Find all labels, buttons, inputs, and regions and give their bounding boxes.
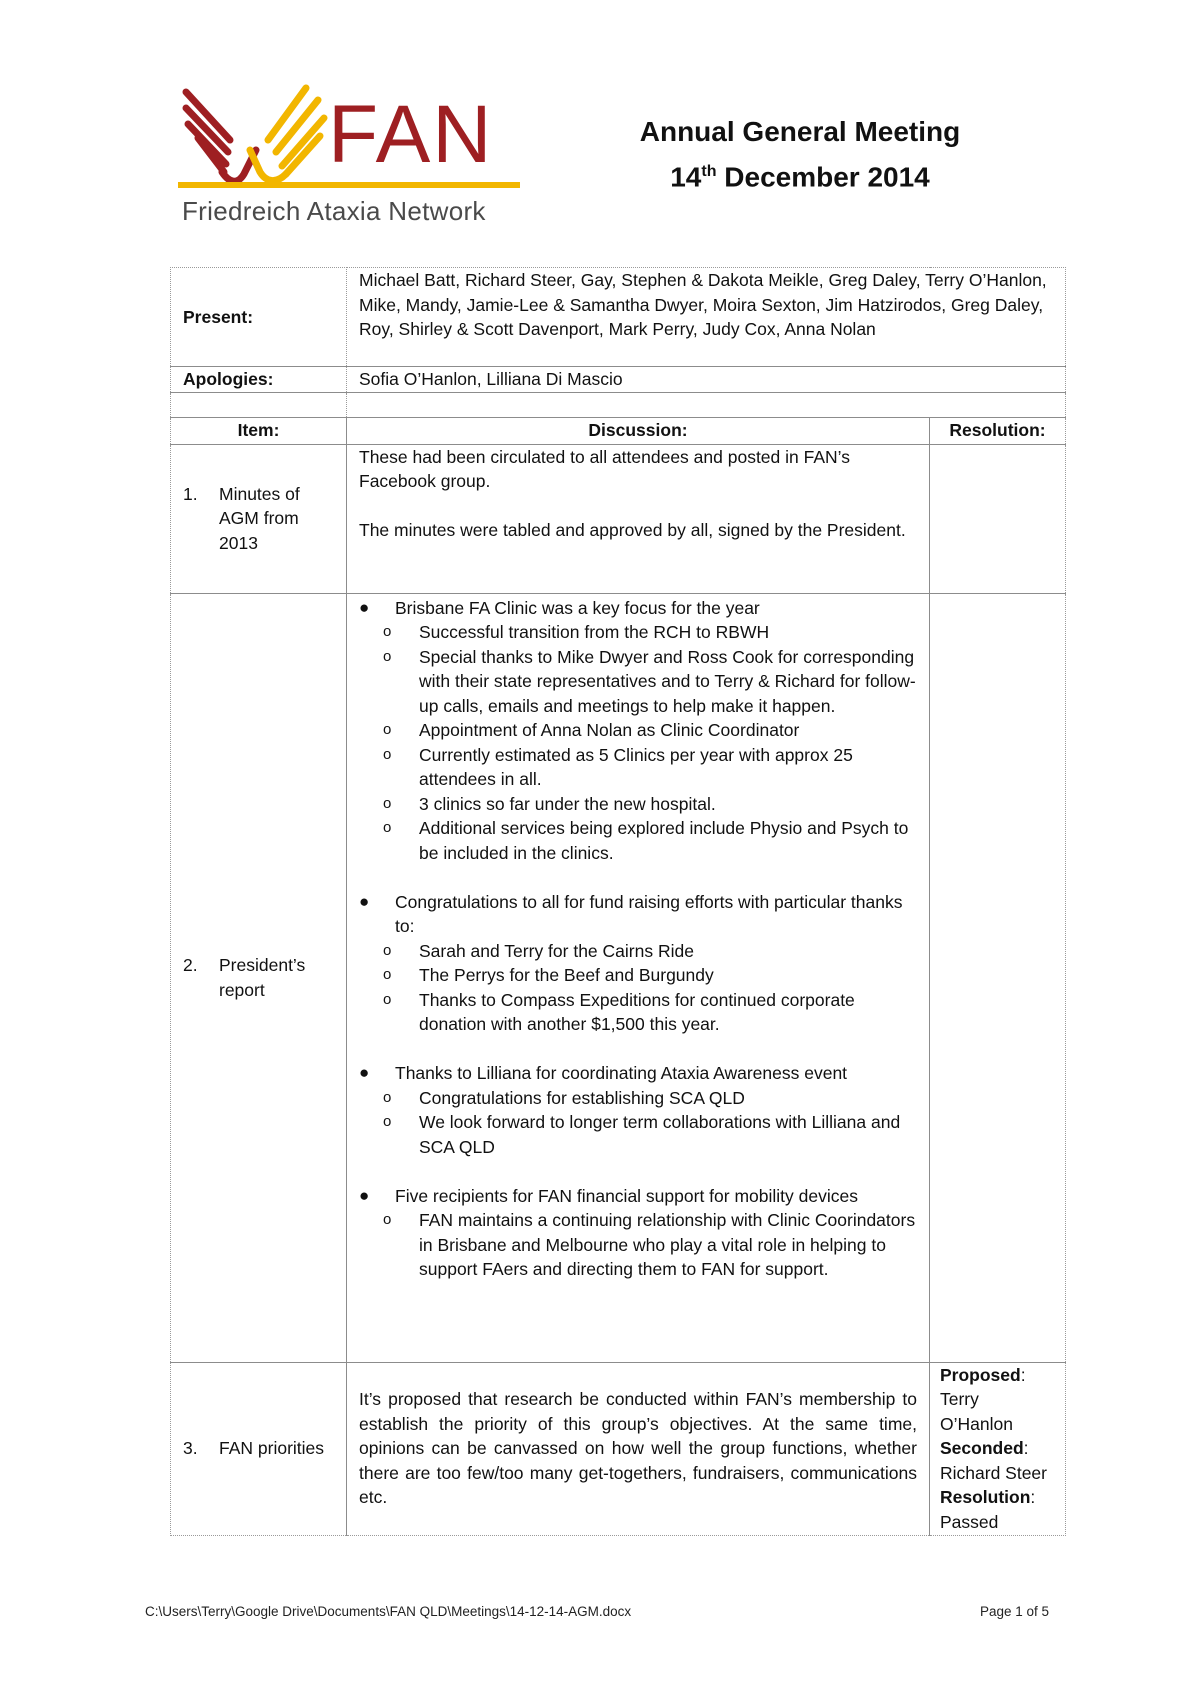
item-cell [171,444,347,593]
item-number: 3. [183,1438,198,1459]
list-item: o Successful transition from the RCH to RBWH [383,622,770,642]
item-name: FAN priorities [219,1438,325,1459]
resolution-cell [930,444,1066,593]
logo-caption: Friedreich Ataxia Network [182,196,486,226]
list-item: ● Five recipients for FAN financial support for mobility devices o FAN maintains a continuing relationship with Clinic Coorindators in Brisbane and Melbourne who play a vital role in helping to support FAers and directing them to FAN for support. [347,1184,919,1282]
discussion-paragraph: These had been circulated to all attendees and posted in FAN’s Facebook group. [359,446,850,491]
item-name: President’s report [219,955,306,1000]
item-cell [171,1362,347,1535]
list-item: o Currently estimated as 5 Clinics per year with approx 25 attendees in all. [383,744,853,789]
list-item: ● Thanks to Lilliana for coordinating Ataxia Awareness event o Congratulations for establishing SCA QLD o We look forward to longer term collaborations with Lilliana and SCA QLD [347,1061,919,1159]
apologies-row [171,367,1066,393]
proposed-value: Terry O’Hanlon [940,1389,1013,1434]
meeting-date: 14th December 2014 [670,161,930,193]
spacer-row [171,392,1066,417]
minutes-table [170,267,1066,1536]
column-header-resolution: Resolution: [930,417,1066,444]
list-item: o Additional services being explored include Physio and Psych to be included in the clinics. [383,818,909,863]
bullet-list [347,596,929,1282]
list-item: o The Perrys for the Beef and Burgundy [383,965,714,985]
item-number: 1. [183,483,198,504]
list-item: o 3 clinics so far under the new hospital. [383,793,716,814]
table-row [171,1362,1066,1535]
list-item: o Special thanks to Mike Dwyer and Ross Cook for corresponding with their state representatives and to Terry & Richard for follow-up calls, emails and meetings to help make it happen. [383,646,916,716]
present-label: Present: [171,268,347,367]
list-item: ● Brisbane FA Clinic was a key focus for the year o Successful transition from the RCH to RBWH o Special thanks to Mike Dwyer and Ross Cook for corresponding with their state representatives and to Terry & Richard for follow-up calls, emails and meetings to help make it happen. o Appointment of Anna Nolan as Clinic Coordinator o Currently estimated as 5 Clinics per year with approx 25 attendees in all. o 3 clinics so far under the new hospital. o Additional services being explored include Physio and Psych to be included in the clinics. [347,596,919,866]
list-item: o Sarah and Terry for the Cairns Ride [383,940,694,961]
present-names: Michael Batt, Richard Steer, Gay, Stephen & Dakota Meikle, Greg Daley, Terry O’Hanlon, Mike, Mandy, Jamie-Lee & Samantha Dwyer, Moira Sexton, Jim Hatzirodos, Greg Daley, Roy, Shirley & Scott Davenport, Mark Perry, Judy Cox, Anna Nolan [347,268,1066,367]
discussion-paragraph: The minutes were tabled and approved by all, signed by the President. [359,520,906,540]
resolution-value: Passed [940,1511,999,1532]
footer-page-number: Page 1 of 5 [980,1604,1050,1619]
discussion-cell [347,593,930,1362]
resolution-cell: Proposed: Terry O’Hanlon Seconded: Richard Steer Resolution: Passed [930,1362,1066,1535]
resolution-label: Resolution [940,1487,1031,1507]
list-item: o Appointment of Anna Nolan as Clinic Coordinator [383,720,800,740]
list-item: o We look forward to longer term collaborations with Lilliana and SCA QLD [383,1112,901,1157]
column-header-discussion: Discussion: [347,417,930,444]
list-item: ● Congratulations to all for fund raising efforts with particular thanks to: o Sarah and Terry for the Cairns Ride o The Perrys for the Beef and Burgundy o Thanks to Compass Expeditions for continued corporate donation with another $1,500 this year. [347,890,919,1037]
item-number: 2. [183,955,198,975]
logo-wordmark: FAN [328,89,494,180]
page-title [600,112,1000,197]
footer-file-path: C:\Users\Terry\Google Drive\Documents\FAN QLD\Meetings\14-12-14-AGM.docx [145,1604,632,1619]
list-item: o FAN maintains a continuing relationship with Clinic Coorindators in Brisbane and Melbourne who play a vital role in helping to support FAers and directing them to FAN for support. [383,1210,916,1279]
list-item: o Congratulations for establishing SCA QLD [383,1087,745,1108]
seconded-label: Seconded [940,1438,1024,1458]
resolution-cell [930,593,1066,1362]
present-row [171,268,1066,367]
table-row [171,444,1066,593]
item-name: Minutes of AGM from 2013 [219,483,300,553]
discussion-cell [347,1362,930,1535]
column-header-row [171,417,1066,444]
apologies-label: Apologies: [171,367,347,393]
list-item: o Thanks to Compass Expeditions for continued corporate donation with another $1,500 this year. [383,989,855,1034]
item-cell [171,593,347,1362]
hands-icon [178,80,528,200]
proposed-label: Proposed [940,1364,1021,1385]
apologies-names: Sofia O’Hanlon, Lilliana Di Mascio [347,367,1066,393]
discussion-paragraph: It’s proposed that research be conducted within FAN’s membership to establish the priority of this group’s objectives. At the same time, opinions can be canvassed on how well the group functions, whether there are too few/too many get-togethers, fundraisers, communications etc. [359,1389,917,1508]
column-header-item: Item: [171,417,347,444]
discussion-cell [347,444,930,593]
fan-logo [178,80,528,230]
seconded-value: Richard Steer [940,1462,1047,1483]
title-line: Annual General Meeting [639,116,961,147]
table-row [171,593,1066,1362]
